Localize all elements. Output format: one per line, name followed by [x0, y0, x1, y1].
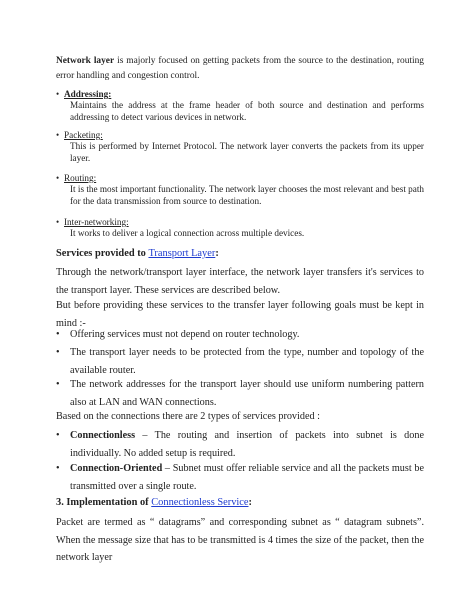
service-type-desc: – The routing and insertion of packets into subnet is done individually. No added setup is required.	[70, 430, 424, 459]
transport-layer-link[interactable]: Transport Layer	[148, 248, 216, 259]
service-type-connectionless	[56, 427, 424, 462]
bullet-icon: •	[56, 347, 60, 358]
implementation-heading-suffix: :	[248, 497, 252, 508]
function-item-routing	[56, 172, 424, 207]
function-title: Addressing:	[64, 89, 112, 99]
service-type-desc: – Subnet must offer reliable service and all the packets must be transmitted over a single route.	[70, 463, 424, 492]
goal-text: The network addresses for the transport layer should use uniform numbering pattern also at LAN and WAN connections.	[70, 379, 424, 408]
services-paragraph-1: Through the network/transport layer interface, the network layer transfers it's services to the transport layer. These services are described below.	[56, 267, 424, 296]
function-item-addressing	[56, 88, 424, 123]
intro-text: is majorly focused on getting packets from the source to the destination, routing error handling and congestion control.	[56, 56, 424, 81]
service-type-name: Connectionless	[70, 430, 136, 441]
function-description: Maintains the address at the frame header of both source and destination and performs addressing to detect various devices in network.	[70, 100, 424, 122]
types-intro: Based on the connections there are 2 types of services provided :	[56, 411, 320, 422]
intro-paragraph	[56, 54, 424, 84]
bullet-icon: •	[56, 463, 60, 474]
function-description: This is performed by Internet Protocol. The network layer converts the packets from its upper layer.	[70, 141, 424, 163]
goal-item	[56, 344, 424, 379]
goal-item	[56, 376, 424, 411]
bullet-icon: •	[56, 173, 60, 183]
bullet-icon: •	[56, 89, 60, 99]
function-title: Inter-networking:	[64, 217, 129, 227]
goal-text: The transport layer needs to be protected from the type, number and topology of the available router.	[70, 347, 424, 376]
function-description: It is the most important functionality. The network layer chooses the most relevant and best path for the data transmission from source to destination.	[70, 184, 424, 206]
function-description: It works to deliver a logical connection across multiple devices.	[70, 228, 305, 238]
intro-term: Network layer	[56, 56, 115, 66]
function-title: Packeting:	[64, 130, 103, 140]
services-heading-prefix: Services provided to	[56, 248, 149, 259]
services-heading	[56, 246, 219, 261]
function-item-packeting	[56, 129, 424, 164]
function-title: Routing:	[64, 173, 97, 183]
connectionless-service-link[interactable]: Connectionless Service	[151, 497, 249, 508]
service-type-connection-oriented	[56, 460, 424, 495]
service-type-name: Connection-Oriented	[70, 463, 163, 474]
function-item-inter-networking	[56, 216, 424, 240]
services-heading-suffix: :	[215, 248, 219, 259]
bullet-icon: •	[56, 217, 60, 227]
bullet-icon: •	[56, 130, 60, 140]
implementation-heading-prefix: 3. Implementation of	[56, 497, 152, 508]
goal-item	[56, 326, 424, 344]
services-paragraph-2: But before providing these services to the transfer layer following goals must be kept in mind :-	[56, 300, 424, 329]
goal-text: Offering services must not depend on router technology.	[70, 329, 300, 340]
implementation-paragraph: Packet are termed as “ datagrams” and corresponding subnet as “ datagram subnets”. When the message size that has to be transmitted is 4 times the size of the packet, then the network layer	[56, 517, 424, 563]
bullet-icon: •	[56, 329, 60, 340]
bullet-icon: •	[56, 430, 60, 441]
bullet-icon: •	[56, 379, 60, 390]
implementation-heading	[56, 495, 252, 510]
